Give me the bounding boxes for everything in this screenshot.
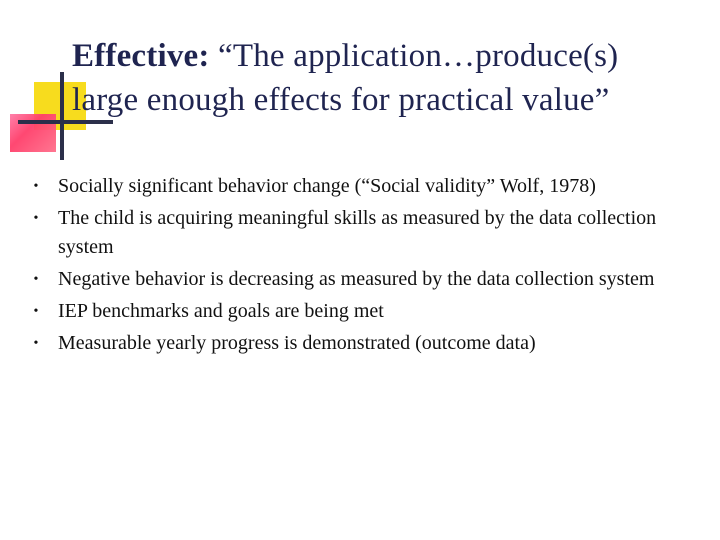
bullet-text-1: Socially significant behavior change (“Social validity” Wolf, 1978) — [58, 175, 596, 197]
bullet-item-4 — [33, 297, 708, 326]
slide-title — [72, 34, 692, 122]
slide-title-bold: Effective: — [72, 38, 210, 74]
bullet-text-2: The child is acquiring meaningful skills as measured by the data collection system — [58, 207, 657, 258]
bullet-dot-icon: • — [33, 211, 39, 226]
bullet-list — [33, 172, 708, 361]
bullet-text-3: Negative behavior is decreasing as measured by the data collection system — [58, 268, 655, 290]
bullet-text-4: IEP benchmarks and goals are being met — [58, 300, 384, 322]
bullet-text-5: Measurable yearly progress is demonstrated (outcome data) — [58, 332, 536, 354]
bullet-dot-icon: • — [33, 272, 39, 287]
logo-vertical-line — [60, 72, 64, 160]
bullet-item-5 — [33, 329, 708, 358]
bullet-item-2 — [33, 204, 708, 262]
bullet-dot-icon: • — [33, 179, 39, 194]
bullet-item-1 — [33, 172, 708, 201]
bullet-dot-icon: • — [33, 304, 39, 319]
slide-title-rest: “The application…produce(s) large enough effects for practical value” — [72, 38, 619, 118]
bullet-item-3 — [33, 265, 708, 294]
bullet-dot-icon: • — [33, 336, 39, 351]
